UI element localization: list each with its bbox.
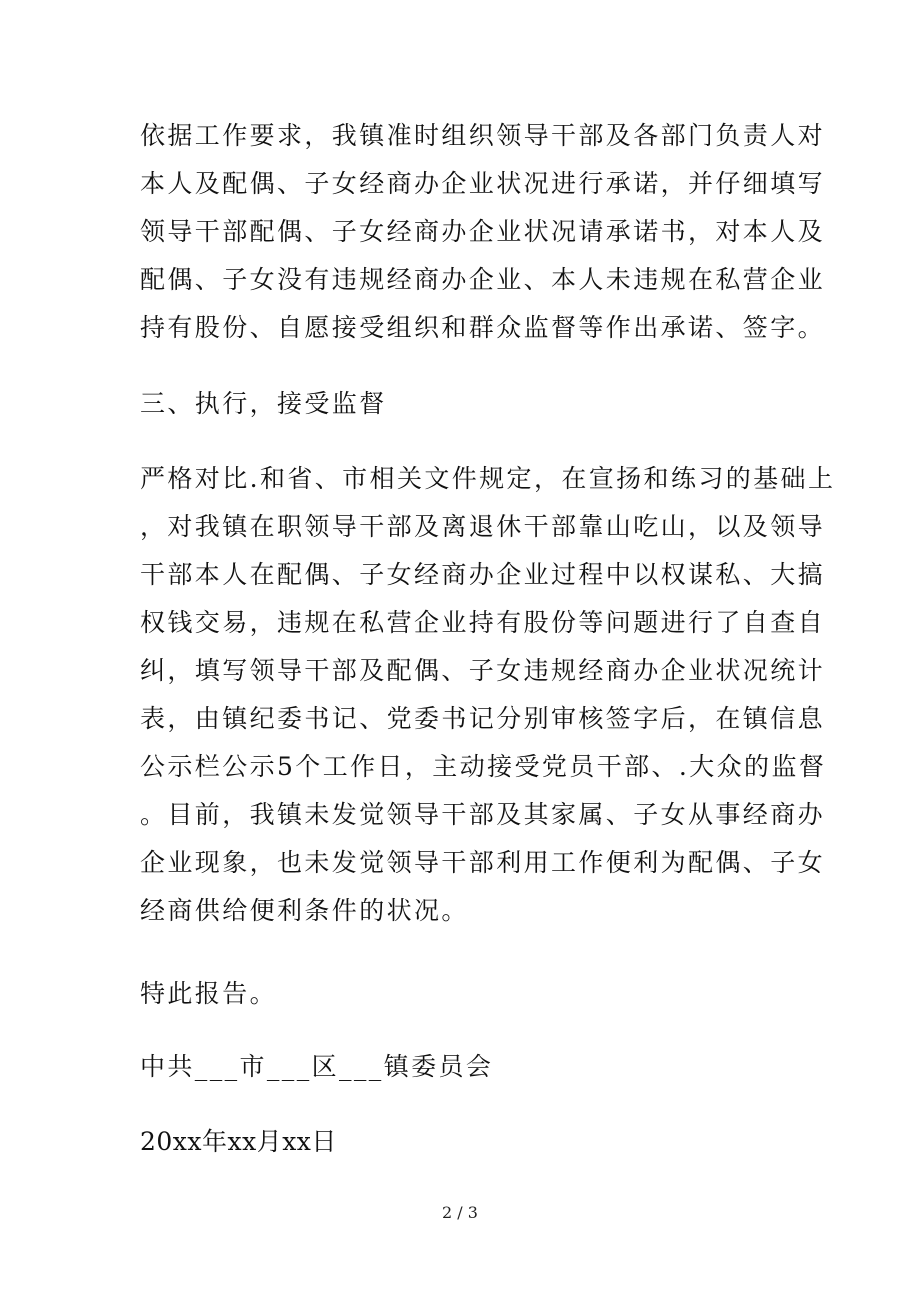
date-text: 20xx年xx月xx日 (140, 1127, 337, 1156)
text-line: 配偶、子女没有违规经商办企业、本人未违规在私营企业 (140, 265, 826, 294)
section-heading (140, 380, 780, 428)
organization-text: 中共___市___区___镇委员会 (140, 1052, 494, 1081)
text-line: 干部本人在配偶、子女经商办企业过程中以权谋私、大搞 (140, 560, 826, 589)
text-line: 经商供给便利条件的状况。 (140, 896, 469, 925)
text-line: 表，由镇纪委书记、党委书记分别审核签字后，在镇信息 (140, 704, 826, 733)
closing-remark (140, 970, 780, 1018)
page-number: 2 / 3 (442, 1203, 478, 1222)
text-line: 纠，填写领导干部及配偶、子女违规经商办企业状况统计 (140, 656, 826, 685)
signature-organization (140, 1043, 780, 1091)
text-line: 权钱交易，违规在私营企业持有股份等问题进行了自查自 (140, 608, 826, 637)
text-line: ，对我镇在职领导干部及离退休干部靠山吃山，以及领导 (140, 512, 826, 541)
text-line: 企业现象，也未发觉领导干部利用工作便利为配偶、子女 (140, 848, 826, 877)
section-heading-text: 三、执行，接受监督 (140, 389, 387, 418)
paragraph-supervision (140, 455, 836, 935)
text-line: 持有股份、自愿接受组织和群众监督等作出承诺、签字。 (140, 313, 826, 342)
text-line: 。目前，我镇未发觉领导干部及其家属、子女从事经商办 (140, 800, 826, 829)
closing-text: 特此报告。 (140, 979, 278, 1008)
paragraph-commitment (140, 112, 826, 352)
text-line: 严格对比.和省、市相关文件规定，在宣扬和练习的基础上 (140, 464, 836, 493)
signature-date (140, 1118, 780, 1166)
text-line: 依据工作要求，我镇准时组织领导干部及各部门负责人对 (140, 121, 826, 150)
text-line: 领导干部配偶、子女经商办企业状况请承诺书，对本人及 (140, 217, 826, 246)
text-line: 本人及配偶、子女经商办企业状况进行承诺，并仔细填写 (140, 169, 826, 198)
text-line: 公示栏公示5个工作日，主动接受党员干部、.大众的监督 (140, 752, 827, 781)
